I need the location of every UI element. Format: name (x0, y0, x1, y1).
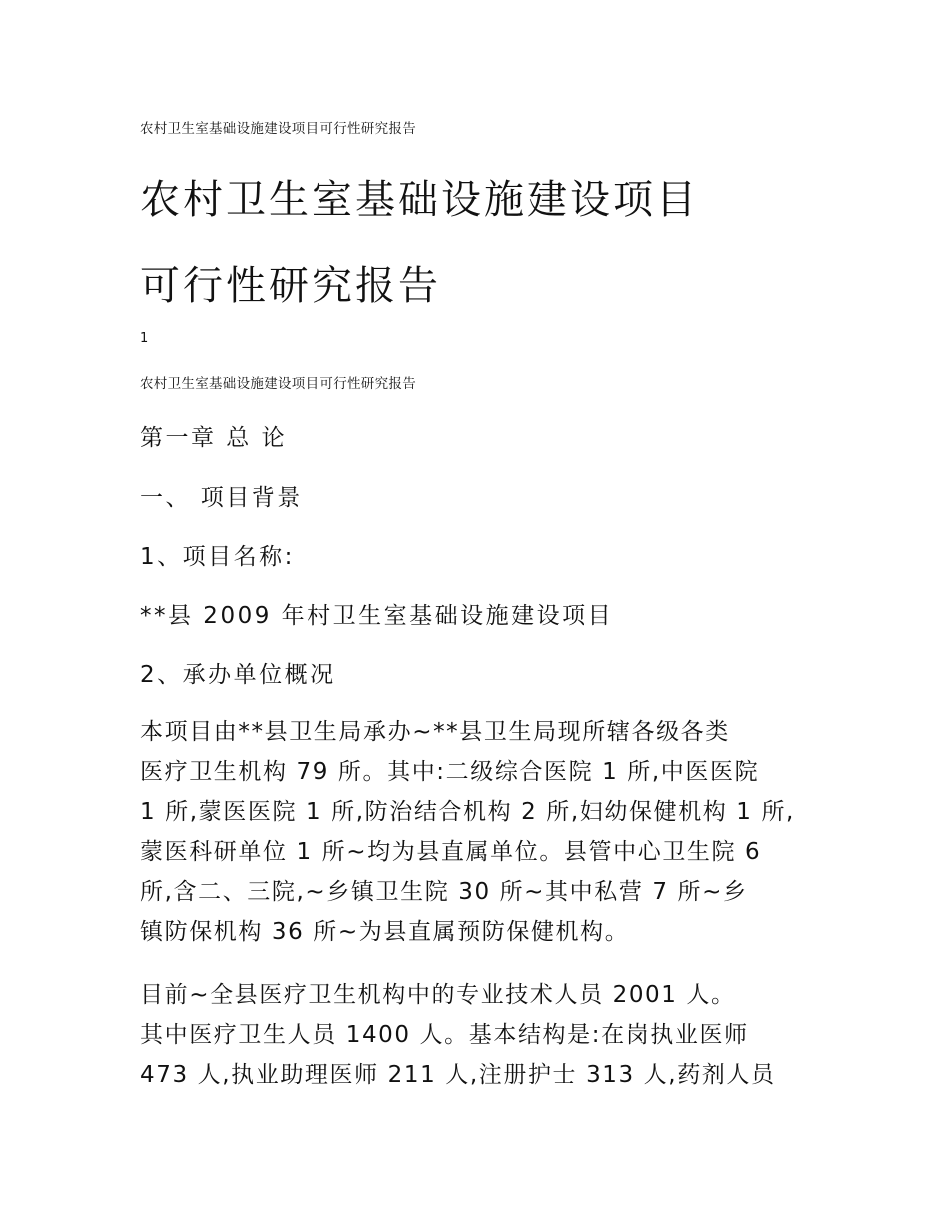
paragraph-line: 473 人,执业助理医师 211 人,注册护士 313 人,药剂人员 (140, 1062, 776, 1088)
paragraph-line: 镇防保机构 36 所~为县直属预防保健机构。 (140, 919, 630, 945)
paragraph-line: 目前~全县医疗卫生机构中的专业技术人员 2001 人。 (140, 982, 736, 1008)
paragraph-line: 医疗卫生机构 79 所。其中:二级综合医院 1 所,中医医院 (140, 759, 760, 785)
page-number: 1 (140, 331, 149, 346)
item-heading-organizer: 2、承办单位概况 (140, 662, 336, 688)
staff-paragraph (140, 975, 840, 1095)
paragraph-line: 1 所,蒙医医院 1 所,防治结合机构 2 所,妇幼保健机构 1 所, (140, 799, 795, 825)
document-title-line-1: 农村卫生室基础设施建设项目 (140, 177, 699, 223)
item-heading-project-name: 1、项目名称: (140, 544, 295, 570)
running-header: 农村卫生室基础设施建设项目可行性研究报告 (140, 376, 416, 392)
paragraph-line: 所,含二、三院,~乡镇卫生院 30 所~其中私营 7 所~乡 (140, 879, 748, 905)
document-title-line-2: 可行性研究报告 (140, 263, 441, 309)
paragraph-line: 蒙医科研单位 1 所~均为县直属单位。县管中心卫生院 6 (140, 839, 762, 865)
section-title: 一、 项目背景 (140, 485, 303, 511)
running-header: 农村卫生室基础设施建设项目可行性研究报告 (140, 121, 416, 137)
paragraph-line: 本项目由**县卫生局承办~**县卫生局现所辖各级各类 (140, 719, 730, 745)
chapter-title: 第一章 总 论 (140, 425, 288, 451)
organizer-paragraph (140, 712, 840, 952)
paragraph-line: 其中医疗卫生人员 1400 人。基本结构是:在岗执业医师 (140, 1022, 749, 1048)
project-name-text: **县 2009 年村卫生室基础设施建设项目 (140, 603, 614, 629)
